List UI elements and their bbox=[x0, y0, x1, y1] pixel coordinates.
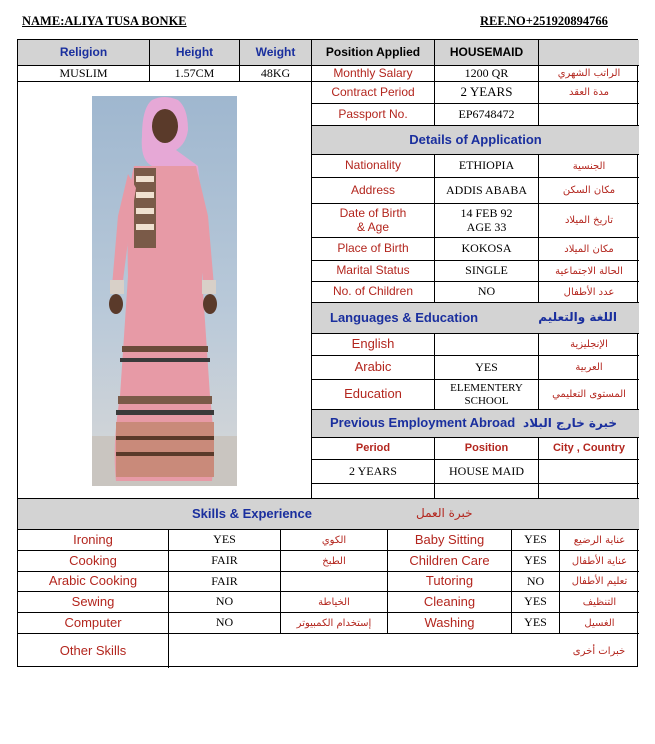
skill-computer-ar: إستخدام الكمبيوتر bbox=[280, 612, 387, 633]
skill-sewing-value: NO bbox=[168, 591, 280, 612]
employment-title-ar: خبرة خارج البلاد bbox=[523, 415, 617, 430]
skill-childcare-label: Children Care bbox=[387, 550, 511, 571]
arabic-value: YES bbox=[434, 355, 538, 379]
children-ar: عدد الأطفال bbox=[538, 281, 639, 302]
employment-title: Previous Employment Abroad bbox=[330, 415, 516, 431]
weight-value: 48KG bbox=[239, 65, 311, 81]
employment-empty-1 bbox=[311, 483, 434, 498]
english-ar: الإنجليزية bbox=[538, 333, 639, 355]
place-of-birth-value: KOKOSA bbox=[434, 237, 538, 260]
skill-arabic-cooking-ar bbox=[280, 571, 387, 591]
skill-tutoring-ar: تعليم الأطفال bbox=[559, 571, 639, 591]
skill-computer-value: NO bbox=[168, 612, 280, 633]
candidate-name: NAME:ALIYA TUSA BONKE bbox=[22, 14, 187, 28]
position-value: HOUSEMAID bbox=[434, 40, 538, 65]
employment-header bbox=[311, 409, 639, 437]
monthly-salary-ar: الراتب الشهري bbox=[538, 65, 639, 81]
address-label: Address bbox=[311, 177, 434, 203]
employment-city bbox=[538, 459, 639, 483]
address-value: ADDIS ABABA bbox=[434, 177, 538, 203]
skill-cleaning-ar: التنظيف bbox=[559, 591, 639, 612]
position-ar bbox=[538, 40, 639, 65]
nationality-ar: الجنسية bbox=[538, 154, 639, 177]
dob-label-line1: Date of Birth bbox=[339, 206, 407, 221]
children-label: No. of Children bbox=[311, 281, 434, 302]
skill-babysitting-value: YES bbox=[511, 529, 559, 550]
contract-period-value: 2 YEARS bbox=[434, 81, 538, 103]
skill-cooking-ar: الطبخ bbox=[280, 550, 387, 571]
photo-panel bbox=[18, 81, 311, 498]
skill-washing-value: YES bbox=[511, 612, 559, 633]
passport-value: EP6748472 bbox=[434, 103, 538, 125]
religion-value: MUSLIM bbox=[18, 65, 149, 81]
skill-ironing-value: YES bbox=[168, 529, 280, 550]
other-skills-ar: خبرات أخرى bbox=[559, 633, 639, 668]
skill-sewing-ar: الخياطة bbox=[280, 591, 387, 612]
skill-babysitting-label: Baby Sitting bbox=[387, 529, 511, 550]
contract-period-label: Contract Period bbox=[311, 81, 434, 103]
skills-title-ar: خبرة العمل bbox=[416, 506, 473, 521]
other-skills-label: Other Skills bbox=[18, 633, 168, 668]
weight-label: Weight bbox=[239, 40, 311, 65]
skills-title: Skills & Experience bbox=[192, 505, 312, 521]
person-photo bbox=[92, 96, 237, 486]
religion-label: Religion bbox=[18, 40, 149, 65]
reference-number: REF.NO+251920894766 bbox=[480, 14, 608, 28]
dob-value-date: 14 FEB 92 bbox=[460, 206, 513, 221]
arabic-ar: العربية bbox=[538, 355, 639, 379]
english-value bbox=[434, 333, 538, 355]
arabic-label: Arabic bbox=[311, 355, 434, 379]
skill-arabic-cooking-label: Arabic Cooking bbox=[18, 571, 168, 591]
employment-col-period: Period bbox=[311, 437, 434, 459]
position-label: Position Applied bbox=[311, 40, 434, 65]
skill-babysitting-ar: عناية الرضيع bbox=[559, 529, 639, 550]
education-value-line1: ELEMENTERY bbox=[450, 382, 523, 395]
employment-col-city: City , Country bbox=[538, 437, 639, 459]
employment-empty-3 bbox=[538, 483, 639, 498]
cv-form bbox=[17, 39, 638, 667]
languages-title: Languages & Education bbox=[330, 309, 479, 325]
skill-arabic-cooking-value: FAIR bbox=[168, 571, 280, 591]
dob-label-line2: & Age bbox=[356, 219, 390, 234]
skill-sewing-label: Sewing bbox=[18, 591, 168, 612]
height-value: 1.57CM bbox=[149, 65, 239, 81]
skill-cleaning-label: Cleaning bbox=[387, 591, 511, 612]
employment-period: 2 YEARS bbox=[311, 459, 434, 483]
education-ar: المستوى التعليمي bbox=[538, 379, 639, 409]
children-value: NO bbox=[434, 281, 538, 302]
monthly-salary-label: Monthly Salary bbox=[311, 65, 434, 81]
details-title: Details of Application bbox=[311, 125, 639, 154]
languages-title-ar: اللغة والتعليم bbox=[538, 310, 617, 325]
skill-tutoring-value: NO bbox=[511, 571, 559, 591]
height-label: Height bbox=[149, 40, 239, 65]
marital-status-label: Marital Status bbox=[311, 260, 434, 281]
dob-ar: تاريخ الميلاد bbox=[538, 203, 639, 237]
dob-value bbox=[434, 203, 538, 237]
marital-status-value: SINGLE bbox=[434, 260, 538, 281]
passport-ar bbox=[538, 103, 639, 125]
employment-col-position: Position bbox=[434, 437, 538, 459]
skill-cleaning-value: YES bbox=[511, 591, 559, 612]
dob-label bbox=[311, 203, 434, 237]
nationality-label: Nationality bbox=[311, 154, 434, 177]
languages-header bbox=[311, 302, 639, 333]
english-label: English bbox=[311, 333, 434, 355]
person-figure-icon bbox=[92, 96, 237, 486]
skill-cooking-value: FAIR bbox=[168, 550, 280, 571]
skill-washing-label: Washing bbox=[387, 612, 511, 633]
dob-value-age: AGE 33 bbox=[466, 219, 507, 234]
skill-ironing-ar: الكوي bbox=[280, 529, 387, 550]
place-of-birth-label: Place of Birth bbox=[311, 237, 434, 260]
education-label: Education bbox=[311, 379, 434, 409]
skill-childcare-ar: عناية الأطفال bbox=[559, 550, 639, 571]
education-value bbox=[434, 379, 538, 409]
skill-childcare-value: YES bbox=[511, 550, 559, 571]
passport-label: Passport No. bbox=[311, 103, 434, 125]
skill-ironing-label: Ironing bbox=[18, 529, 168, 550]
monthly-salary-value: 1200 QR bbox=[434, 65, 538, 81]
place-of-birth-ar: مكان الميلاد bbox=[538, 237, 639, 260]
skill-tutoring-label: Tutoring bbox=[387, 571, 511, 591]
education-value-line2: SCHOOL bbox=[464, 394, 509, 407]
skills-header bbox=[18, 498, 639, 529]
nationality-value: ETHIOPIA bbox=[434, 154, 538, 177]
skill-washing-ar: الغسيل bbox=[559, 612, 639, 633]
employment-position: HOUSE MAID bbox=[434, 459, 538, 483]
employment-empty-2 bbox=[434, 483, 538, 498]
contract-period-ar: مدة العقد bbox=[538, 81, 639, 103]
marital-status-ar: الحالة الاجتماعية bbox=[538, 260, 639, 281]
address-ar: مكان السكن bbox=[538, 177, 639, 203]
skill-cooking-label: Cooking bbox=[18, 550, 168, 571]
other-skills-value bbox=[168, 633, 559, 668]
skill-computer-label: Computer bbox=[18, 612, 168, 633]
